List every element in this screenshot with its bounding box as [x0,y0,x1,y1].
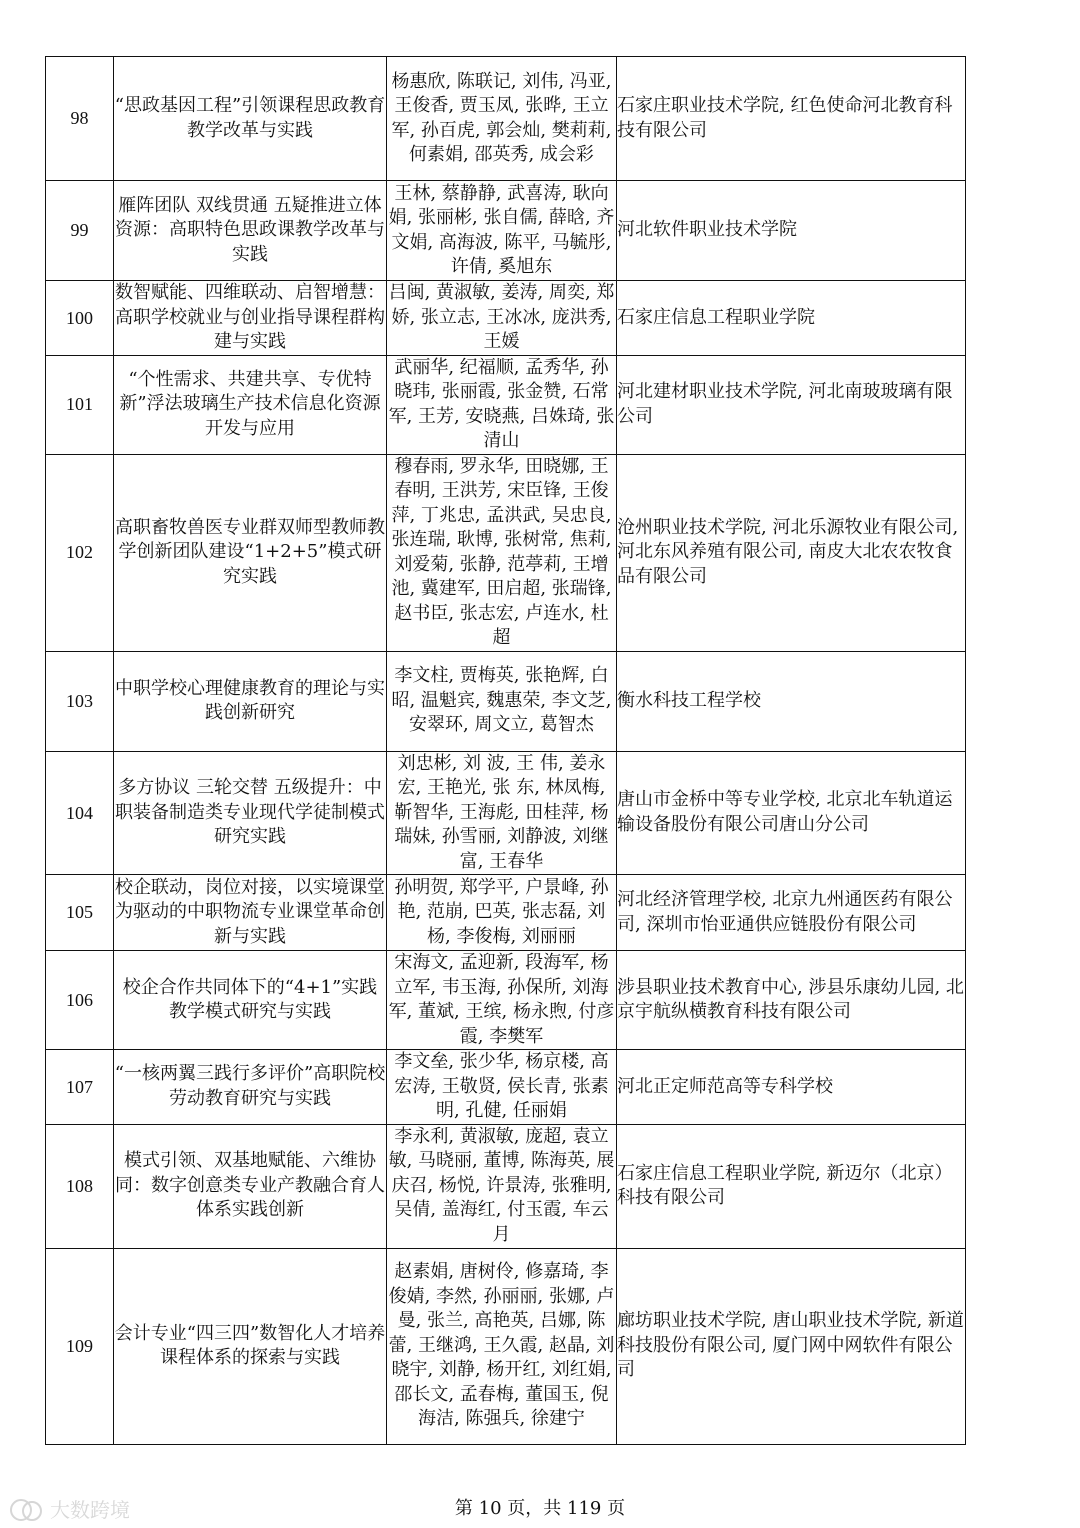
table-row [46,1050,966,1125]
project-units: 石家庄信息工程职业学院, 新迈尔（北京）科技有限公司 [617,1124,966,1248]
row-number: 103 [46,651,114,751]
row-number: 108 [46,1124,114,1248]
project-authors: 吕闽, 黄淑敏, 姜涛, 周奕, 郑娇, 张立志, 王冰冰, 庞洪秀, 王媛 [387,281,617,356]
row-number: 98 [46,57,114,181]
table-row [46,751,966,875]
table-row [46,951,966,1050]
project-units: 石家庄信息工程职业学院 [617,281,966,356]
project-title: “思政基因工程”引领课程思政教育教学改革与实践 [114,57,387,181]
watermark-text: 大数跨境 [50,1498,130,1522]
project-title: 多方协议 三轮交替 五级提升：中职装备制造类专业现代学徒制模式研究实践 [114,751,387,875]
project-units: 石家庄职业技术学院, 红色使命河北教育科技有限公司 [617,57,966,181]
row-number: 101 [46,355,114,454]
table-row [46,57,966,181]
project-authors: 杨惠欣, 陈联记, 刘伟, 冯亚, 王俊香, 贾玉凤, 张晔, 王立军, 孙百虎, 郭会灿, 樊莉莉, 何素娟, 邵英秀, 成会彩 [387,57,617,181]
row-number: 99 [46,181,114,281]
project-title: 中职学校心理健康教育的理论与实践创新研究 [114,651,387,751]
project-title: 高职畜牧兽医专业群双师型教师教学创新团队建设“1+2+5”模式研究实践 [114,454,387,651]
table-row [46,454,966,651]
project-units: 河北正定师范高等专科学校 [617,1050,966,1125]
row-number: 105 [46,875,114,951]
row-number: 102 [46,454,114,651]
table-row [46,1248,966,1444]
project-units: 河北经济管理学校, 北京九州通医药有限公司, 深圳市怡亚通供应链股份有限公司 [617,875,966,951]
table-row [46,181,966,281]
project-authors: 穆春雨, 罗永华, 田晓娜, 王春明, 王洪芳, 宋臣锋, 王俊萍, 丁兆忠, 孟洪武, 吴忠良, 张连瑞, 耿博, 张树常, 焦莉, 刘爱菊, 张静, 范葶莉, 王增池, 冀建军, 田启超, 张瑞锋, 赵书臣, 张志宏, 卢连水, 杜超 [387,454,617,651]
project-title: 数智赋能、四维联动、启智增慧： 高职学校就业与创业指导课程群构建与实践 [114,281,387,356]
project-authors: 武丽华, 纪福顺, 孟秀华, 孙晓玮, 张丽霞, 张金赞, 石常军, 王芳, 安晓燕, 吕姝琦, 张清山 [387,355,617,454]
project-units: 河北软件职业技术学院 [617,181,966,281]
project-units: 河北建材职业技术学院, 河北南玻玻璃有限公司 [617,355,966,454]
table-row [46,1124,966,1248]
project-title: 雁阵团队 双线贯通 五疑推进立体资源：高职特色思政课教学改革与实践 [114,181,387,281]
row-number: 109 [46,1248,114,1444]
project-title: “一核两翼三践行多评价”高职院校劳动教育研究与实践 [114,1050,387,1125]
project-authors: 李永利, 黄淑敏, 庞超, 袁立敏, 马晓丽, 董博, 陈海英, 展庆召, 杨悦, 许景涛, 张雅明, 吴倩, 盖海红, 付玉霞, 车云月 [387,1124,617,1248]
results-table [45,56,966,1445]
project-title: 模式引领、双基地赋能、六维协同：数字创意类专业产教融合育人体系实践创新 [114,1124,387,1248]
project-units: 唐山市金桥中等专业学校, 北京北车轨道运输设备股份有限公司唐山分公司 [617,751,966,875]
project-authors: 李文垒, 张少华, 杨京楼, 高宏涛, 王敬贤, 侯长青, 张素明, 孔健, 任丽娟 [387,1050,617,1125]
table-row [46,281,966,356]
project-authors: 赵素娟, 唐树伶, 修嘉琦, 李俊婧, 李然, 孙丽丽, 张娜, 卢曼, 张兰, 高艳英, 吕娜, 陈蕾, 王继鸿, 王久霞, 赵晶, 刘晓宇, 刘静, 杨开红, 刘红娟, 邵长文, 孟春梅, 董国玉, 倪海洁, 陈强兵, 徐建宁 [387,1248,617,1444]
project-title: 校企合作共同体下的“4+1”实践教学模式研究与实践 [114,951,387,1050]
project-authors: 刘忠彬, 刘 波, 王 伟, 姜永宏, 王艳光, 张 东, 林凤梅, 靳智华, 王海彪, 田桂萍, 杨瑞妹, 孙雪丽, 刘静波, 刘继富, 王春华 [387,751,617,875]
project-authors: 宋海文, 孟迎新, 段海军, 杨立军, 韦玉海, 孙保所, 刘海军, 董斌, 王缤, 杨永煦, 付彦霞, 李樊军 [387,951,617,1050]
page-number: 第 10 页，共 119 页 [454,1498,626,1519]
row-number: 100 [46,281,114,356]
table-row [46,875,966,951]
project-title: “个性需求、共建共享、专优特新”浮法玻璃生产技术信息化资源开发与应用 [114,355,387,454]
row-number: 106 [46,951,114,1050]
project-title: 会计专业“四三四”数智化人才培养课程体系的探索与实践 [114,1248,387,1444]
project-authors: 李文柱, 贾梅英, 张艳辉, 白昭, 温魁宾, 魏惠荣, 李文芝, 安翠环, 周文立, 葛智杰 [387,651,617,751]
table-row [46,651,966,751]
project-units: 廊坊职业技术学院, 唐山职业技术学院, 新道科技股份有限公司, 厦门网中网软件有限公司 [617,1248,966,1444]
table-row [46,355,966,454]
project-units: 沧州职业技术学院, 河北乐源牧业有限公司, 河北东风养殖有限公司, 南皮大北农农牧食品有限公司 [617,454,966,651]
row-number: 107 [46,1050,114,1125]
project-authors: 孙明贺, 郑学平, 户景峰, 孙艳, 范崩, 巴英, 张志磊, 刘杨, 李俊梅, 刘丽丽 [387,875,617,951]
project-title: 校企联动，岗位对接，以实境课堂为驱动的中职物流专业课堂革命创新与实践 [114,875,387,951]
project-units: 衡水科技工程学校 [617,651,966,751]
project-authors: 王林, 蔡静静, 武喜涛, 耿向娟, 张丽彬, 张自儒, 薛晗, 齐文娟, 高海波, 陈平, 马毓彤, 许倩, 奚旭东 [387,181,617,281]
row-number: 104 [46,751,114,875]
project-units: 涉县职业技术教育中心, 涉县乐康幼儿园, 北京宇航纵横教育科技有限公司 [617,951,966,1050]
